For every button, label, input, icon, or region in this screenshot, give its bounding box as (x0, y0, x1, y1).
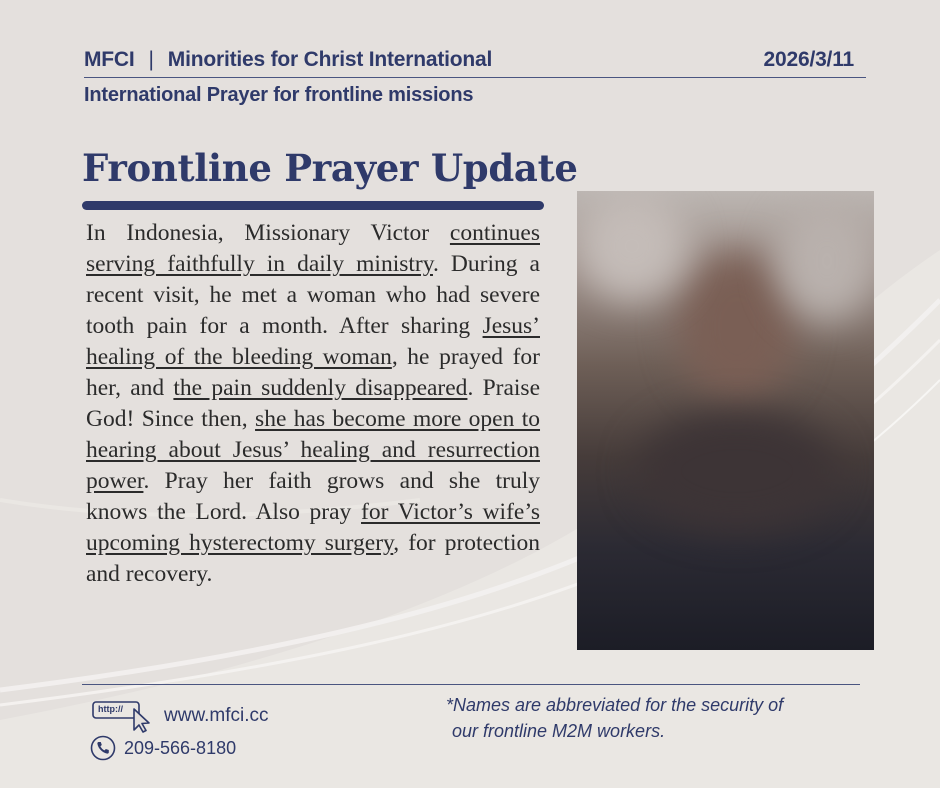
org-short-name: MFCI (84, 48, 135, 71)
org-full-name: Minorities for Christ International (167, 48, 493, 71)
header-separator: | (148, 48, 154, 71)
body-segment: , for protection and recovery. (86, 530, 540, 587)
header-bar (84, 48, 864, 72)
body-segment: . Pray her faith grows and she truly knows the Lord. Also pray (86, 468, 540, 525)
body-segment: In Indonesia, Missionary Victor (86, 220, 450, 246)
underlined-highlight: she has become more open to hearing about Jesus’ healing and resurrection power (86, 406, 541, 494)
phone-number[interactable]: 209-566-8180 (124, 737, 237, 758)
page-title: Frontline Prayer Update (82, 146, 578, 190)
website-contact[interactable] (92, 699, 269, 733)
body-segment: . During a recent visit, he met a woman who had severe tooth pain for a month. After sharing (86, 251, 540, 339)
underlined-highlight: for Victor’s wife’s upcoming hysterectomy surgery (86, 499, 540, 556)
security-note (446, 692, 866, 744)
http-icon-label: http:// (98, 704, 123, 714)
footer-divider (82, 684, 860, 685)
body-segment: . Praise God! Since then, (86, 375, 541, 432)
underlined-highlight: the pain suddenly disappeared (173, 375, 468, 401)
missionary-photo-blurred (577, 191, 874, 650)
security-note-line2: our frontline M2M workers. (452, 721, 666, 741)
prayer-body-text (86, 218, 540, 590)
web-cursor-icon (92, 699, 152, 733)
security-note-line1: *Names are abbreviated for the security of (446, 695, 784, 715)
underlined-highlight: continues serving faithfully in daily ministry (86, 220, 540, 277)
header-subtitle: International Prayer for frontline missions (84, 84, 474, 106)
phone-contact[interactable] (90, 735, 236, 761)
publish-date: 2026/3/11 (763, 48, 854, 71)
title-underline-bar (82, 201, 544, 210)
website-link[interactable]: www.mfci.cc (164, 705, 269, 726)
underlined-highlight: Jesus’ healing of the bleeding woman (86, 313, 540, 370)
header-divider (84, 77, 866, 78)
phone-icon (90, 735, 116, 761)
body-segment: , he prayed for her, and (86, 344, 540, 401)
